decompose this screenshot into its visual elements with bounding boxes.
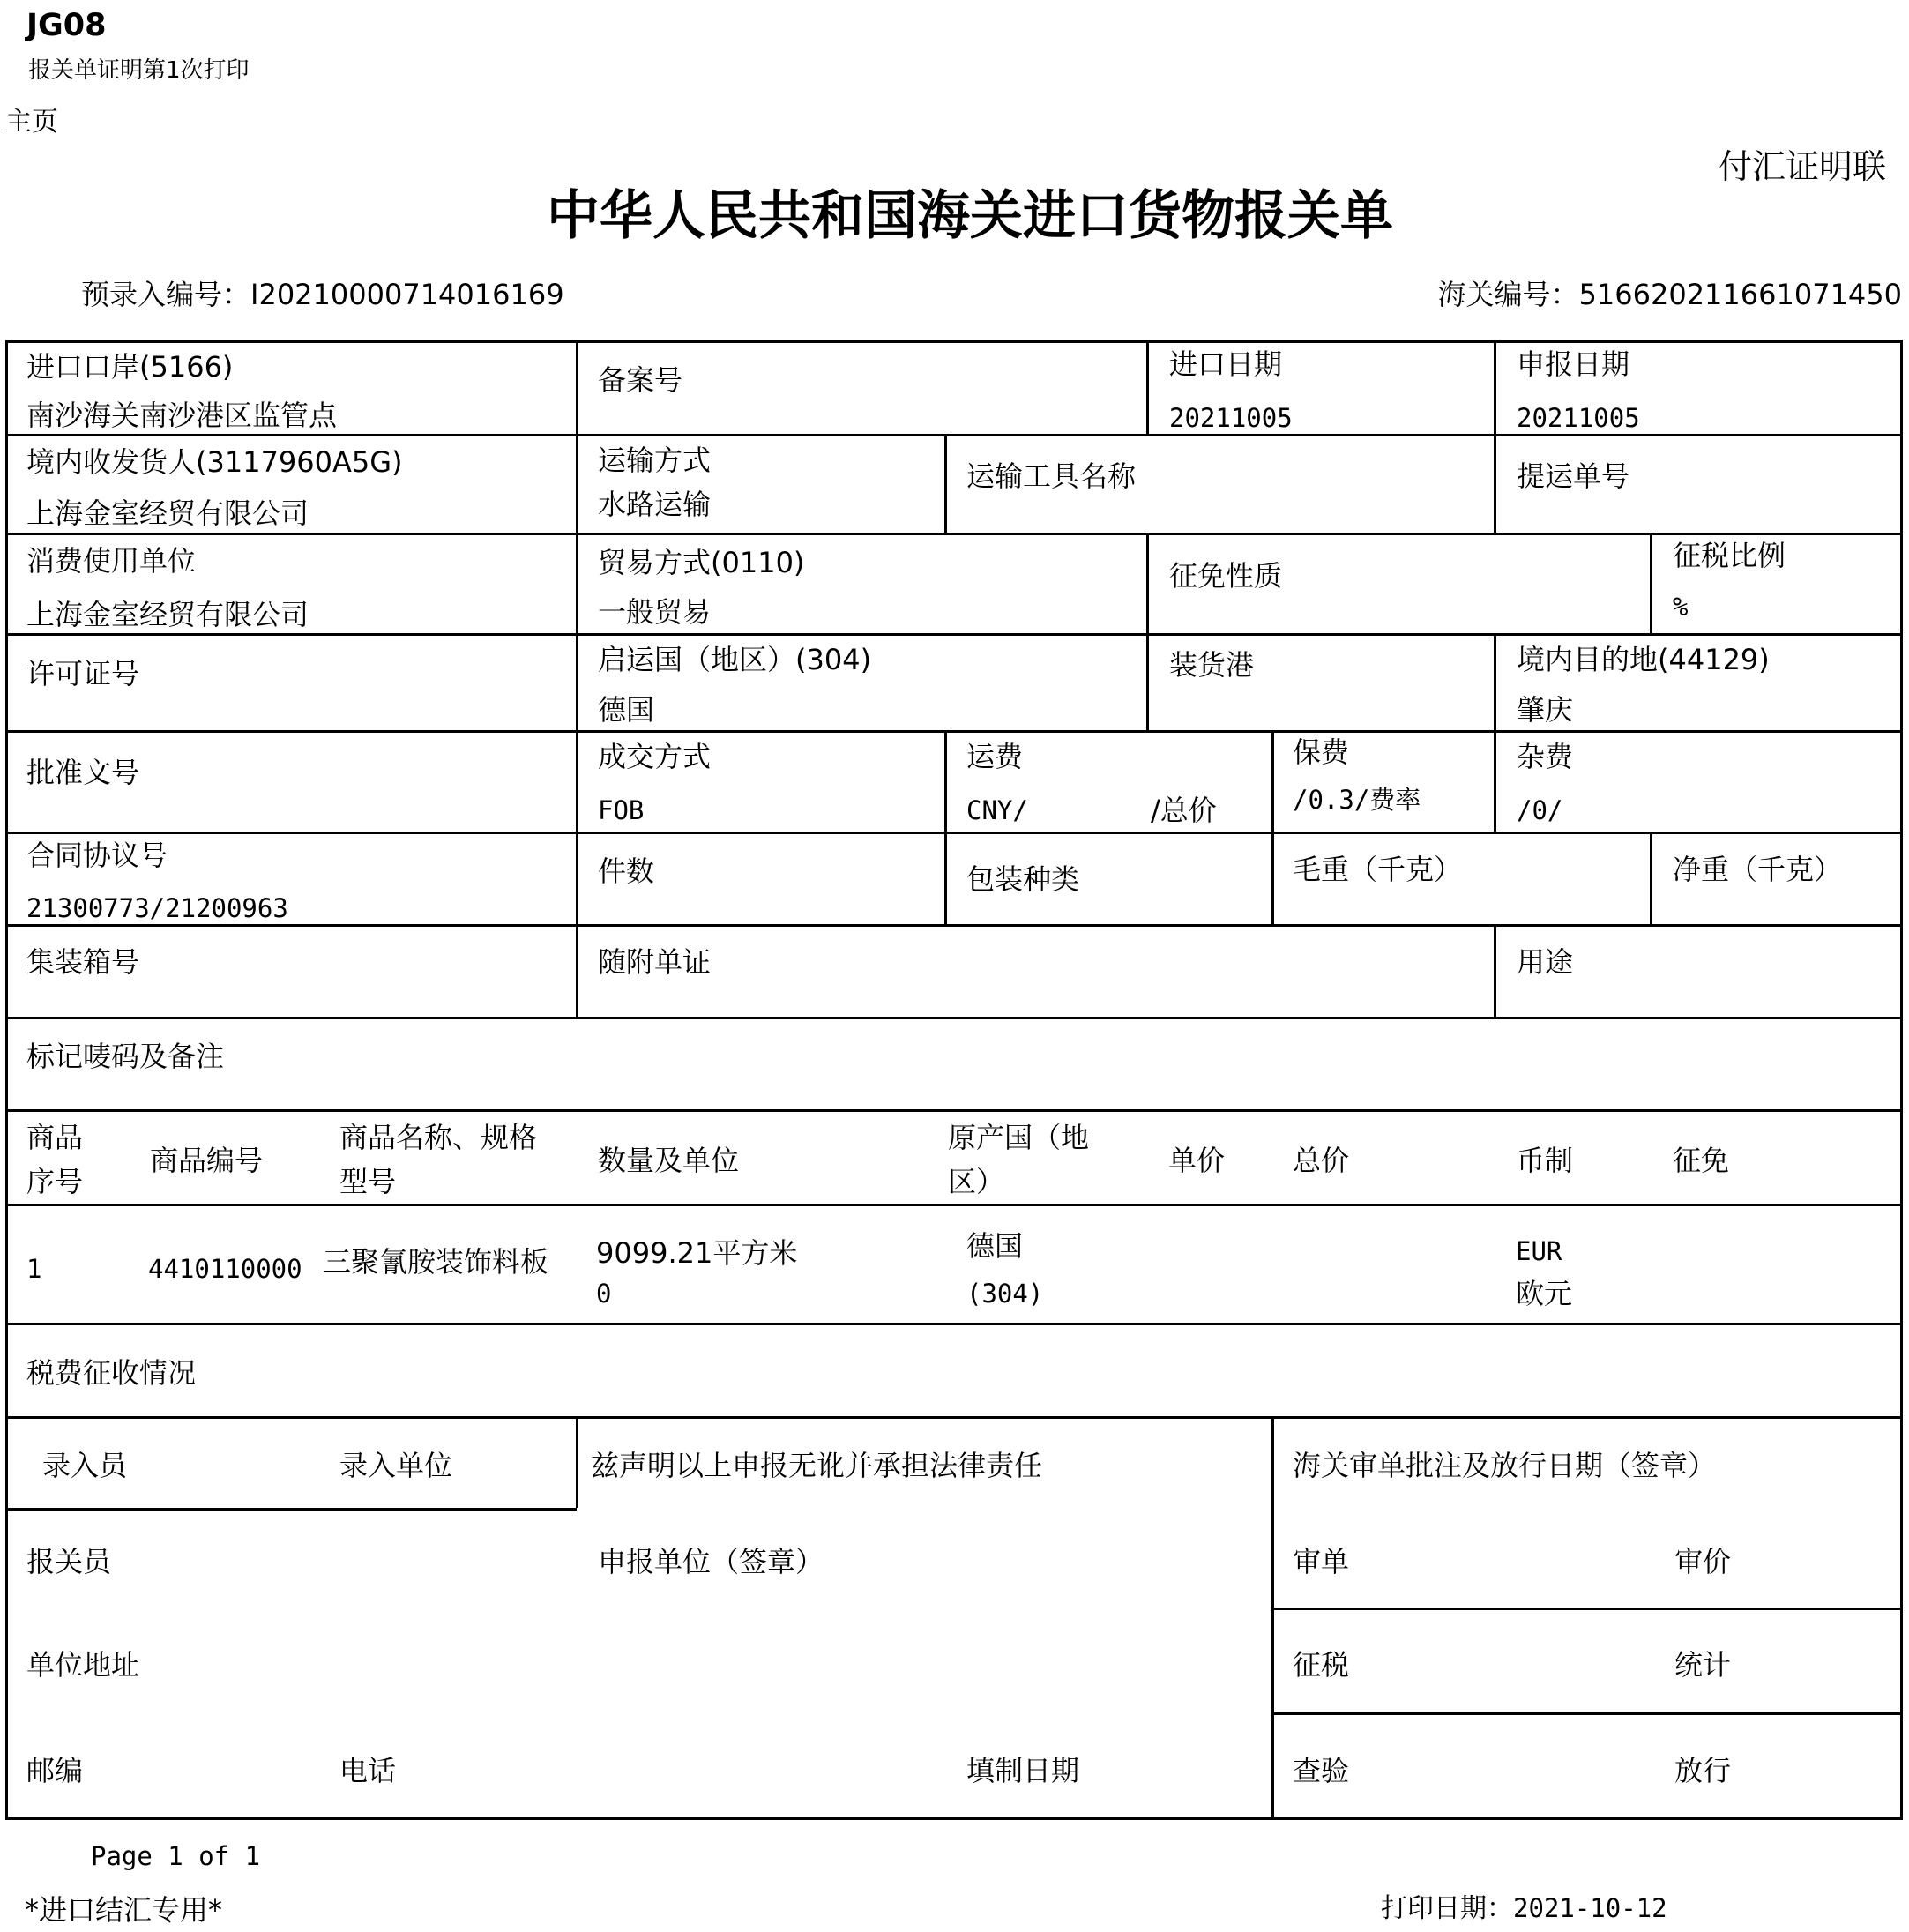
pre-entry-value: I20210000714016169 bbox=[250, 278, 564, 311]
deal-mode-label: 成交方式 bbox=[598, 740, 712, 773]
page-title: 中华人民共和国海关进口货物报关单 bbox=[547, 185, 1393, 247]
goods-name: 三聚氰胺装饰料板 bbox=[323, 1245, 549, 1279]
address-label: 单位地址 bbox=[26, 1648, 140, 1682]
print-date-label: 打印日期： bbox=[1381, 1893, 1513, 1924]
phone-label: 电话 bbox=[339, 1754, 397, 1787]
copy-type: 付汇证明联 bbox=[1718, 147, 1886, 186]
pieces-label: 件数 bbox=[598, 854, 655, 888]
transport-mode-value: 水路运输 bbox=[598, 488, 712, 521]
consignee-label: 境内收发货人(3117960A5G) bbox=[26, 445, 403, 479]
col-divider bbox=[1650, 533, 1652, 633]
col-divider bbox=[576, 340, 578, 1017]
misc-label: 杂费 bbox=[1517, 740, 1574, 773]
contract-value: 21300773/21200963 bbox=[26, 893, 288, 923]
deal-mode-value: FOB bbox=[598, 795, 645, 825]
statistics-label: 统计 bbox=[1674, 1648, 1732, 1682]
row-divider bbox=[5, 730, 1903, 733]
col-unit-price: 单价 bbox=[1168, 1144, 1226, 1177]
print-count: 报关单证明第1次打印 bbox=[28, 57, 250, 84]
goods-currency-code: EUR bbox=[1516, 1236, 1562, 1266]
row-divider bbox=[5, 1323, 1903, 1325]
col-divider bbox=[1650, 832, 1652, 924]
marks-label: 标记唛码及备注 bbox=[26, 1040, 225, 1073]
approval-label: 批准文号 bbox=[26, 756, 140, 789]
goods-qty-2: 0 bbox=[596, 1279, 612, 1309]
levy-nature-label: 征免性质 bbox=[1169, 559, 1283, 593]
entry-unit-label: 录入单位 bbox=[339, 1449, 453, 1482]
row-divider bbox=[5, 1416, 1903, 1419]
col-levy: 征免 bbox=[1673, 1144, 1730, 1177]
customs-number bbox=[1438, 280, 1902, 309]
tax-status-label: 税费征收情况 bbox=[26, 1356, 197, 1390]
col-seq: 商品 bbox=[26, 1121, 84, 1154]
release-label: 放行 bbox=[1674, 1754, 1732, 1787]
levy-tax-label: 征税 bbox=[1293, 1648, 1350, 1682]
import-date-label: 进口日期 bbox=[1169, 347, 1283, 381]
row-divider bbox=[5, 1017, 1903, 1019]
declare-date-label: 申报日期 bbox=[1517, 347, 1630, 381]
row-divider bbox=[1271, 1712, 1903, 1715]
pre-entry-label: 预录入编号： bbox=[81, 278, 251, 311]
declaration-statement: 兹声明以上申报无讹并承担法律责任 bbox=[591, 1449, 1043, 1482]
col-origin-2: 区） bbox=[948, 1165, 1005, 1198]
attached-docs-label: 随附单证 bbox=[598, 945, 712, 979]
print-date-value: 2021-10-12 bbox=[1513, 1893, 1667, 1923]
consumer-value: 上海金室经贸有限公司 bbox=[26, 598, 309, 631]
tax-ratio-label: 征税比例 bbox=[1673, 539, 1786, 572]
freight-value: CNY/ bbox=[966, 795, 1028, 825]
col-divider bbox=[1494, 924, 1496, 1017]
bill-no-label: 提运单号 bbox=[1517, 459, 1630, 493]
import-port-value: 南沙海关南沙港区监管点 bbox=[26, 399, 338, 432]
record-no-label: 备案号 bbox=[598, 363, 683, 397]
row-divider bbox=[5, 832, 1903, 834]
origin-country-label: 启运国（地区）(304) bbox=[598, 643, 872, 676]
row-divider bbox=[5, 434, 1903, 436]
row-divider bbox=[5, 1204, 1903, 1206]
row-divider bbox=[5, 633, 1903, 636]
col-divider bbox=[1146, 340, 1149, 434]
row-divider bbox=[1271, 1608, 1903, 1610]
col-origin: 原产国（地 bbox=[948, 1121, 1090, 1154]
goods-seq: 1 bbox=[26, 1254, 42, 1284]
declaring-unit-label: 申报单位（签章） bbox=[598, 1545, 824, 1578]
destination-label: 境内目的地(44129) bbox=[1517, 643, 1770, 676]
fill-date-label: 填制日期 bbox=[966, 1754, 1080, 1787]
goods-qty: 9099.21平方米 bbox=[596, 1236, 798, 1270]
col-divider bbox=[1271, 1416, 1274, 1820]
customs-approval-label: 海关审单批注及放行日期（签章） bbox=[1293, 1449, 1717, 1482]
license-label: 许可证号 bbox=[26, 657, 140, 690]
goods-origin: 德国 bbox=[966, 1229, 1024, 1263]
origin-country-value: 德国 bbox=[598, 693, 655, 727]
transport-mode-label: 运输方式 bbox=[598, 444, 712, 477]
entry-clerk-label: 录入员 bbox=[42, 1449, 128, 1482]
page-number: Page 1 of 1 bbox=[91, 1841, 261, 1871]
container-label: 集装箱号 bbox=[26, 945, 140, 979]
misc-value: /0/ bbox=[1517, 795, 1563, 825]
row-divider bbox=[5, 924, 1903, 927]
col-divider bbox=[576, 1416, 578, 1508]
freight-suffix: /总价 bbox=[1151, 794, 1217, 827]
insurance-value: /0.3/费率 bbox=[1293, 785, 1421, 815]
loading-port-label: 装货港 bbox=[1169, 648, 1255, 682]
goods-code: 4410110000 bbox=[148, 1254, 302, 1284]
package-label: 包装种类 bbox=[966, 862, 1080, 896]
freight-label: 运费 bbox=[966, 740, 1024, 773]
col-total: 总价 bbox=[1293, 1144, 1350, 1177]
row-divider bbox=[5, 1508, 577, 1511]
net-weight-label: 净重（千克） bbox=[1673, 853, 1843, 886]
destination-value: 肇庆 bbox=[1517, 693, 1574, 727]
inspection-label: 查验 bbox=[1293, 1754, 1350, 1787]
trade-mode-value: 一般贸易 bbox=[598, 595, 712, 629]
declaration-table bbox=[5, 340, 1903, 1820]
trade-mode-label: 贸易方式(0110) bbox=[598, 546, 805, 579]
col-name-2: 型号 bbox=[339, 1165, 397, 1198]
import-date-value: 20211005 bbox=[1169, 403, 1293, 433]
col-name: 商品名称、规格 bbox=[339, 1121, 538, 1154]
customs-number-value: 516620211661071450 bbox=[1578, 278, 1902, 311]
col-divider bbox=[1146, 533, 1149, 730]
col-divider bbox=[1494, 633, 1496, 832]
review-label: 审单 bbox=[1293, 1545, 1350, 1578]
tax-ratio-value: % bbox=[1673, 592, 1689, 622]
goods-origin-code: (304) bbox=[966, 1279, 1044, 1309]
insurance-label: 保费 bbox=[1293, 735, 1350, 769]
postcode-label: 邮编 bbox=[26, 1754, 84, 1787]
contract-label: 合同协议号 bbox=[26, 839, 168, 872]
col-qty: 数量及单位 bbox=[598, 1144, 740, 1177]
col-seq-2: 序号 bbox=[26, 1165, 84, 1198]
pre-entry-number bbox=[81, 280, 564, 309]
import-port-label: 进口口岸(5166) bbox=[26, 350, 234, 384]
broker-label: 报关员 bbox=[26, 1545, 112, 1578]
document-code: JG08 bbox=[26, 8, 107, 43]
print-date bbox=[1381, 1893, 1667, 1924]
customs-number-label: 海关编号： bbox=[1437, 278, 1579, 311]
col-divider bbox=[944, 730, 947, 924]
col-currency: 币制 bbox=[1517, 1144, 1574, 1177]
usage-label: 用途 bbox=[1517, 945, 1574, 979]
row-divider bbox=[5, 533, 1903, 535]
declare-date-value: 20211005 bbox=[1517, 403, 1640, 433]
vehicle-name-label: 运输工具名称 bbox=[966, 459, 1137, 493]
consumer-label: 消费使用单位 bbox=[26, 544, 197, 578]
goods-currency-name: 欧元 bbox=[1516, 1277, 1573, 1310]
col-divider bbox=[944, 434, 947, 533]
gross-weight-label: 毛重（千克） bbox=[1293, 853, 1463, 886]
home-link[interactable]: 主页 bbox=[5, 107, 58, 138]
consignee-value: 上海金室经贸有限公司 bbox=[26, 496, 309, 530]
col-divider bbox=[1494, 340, 1496, 533]
price-review-label: 审价 bbox=[1674, 1545, 1732, 1578]
import-settlement-note: *进口结汇专用* bbox=[25, 1893, 223, 1927]
row-divider bbox=[5, 1109, 1903, 1112]
col-code: 商品编号 bbox=[150, 1144, 264, 1177]
col-divider bbox=[1271, 730, 1274, 924]
